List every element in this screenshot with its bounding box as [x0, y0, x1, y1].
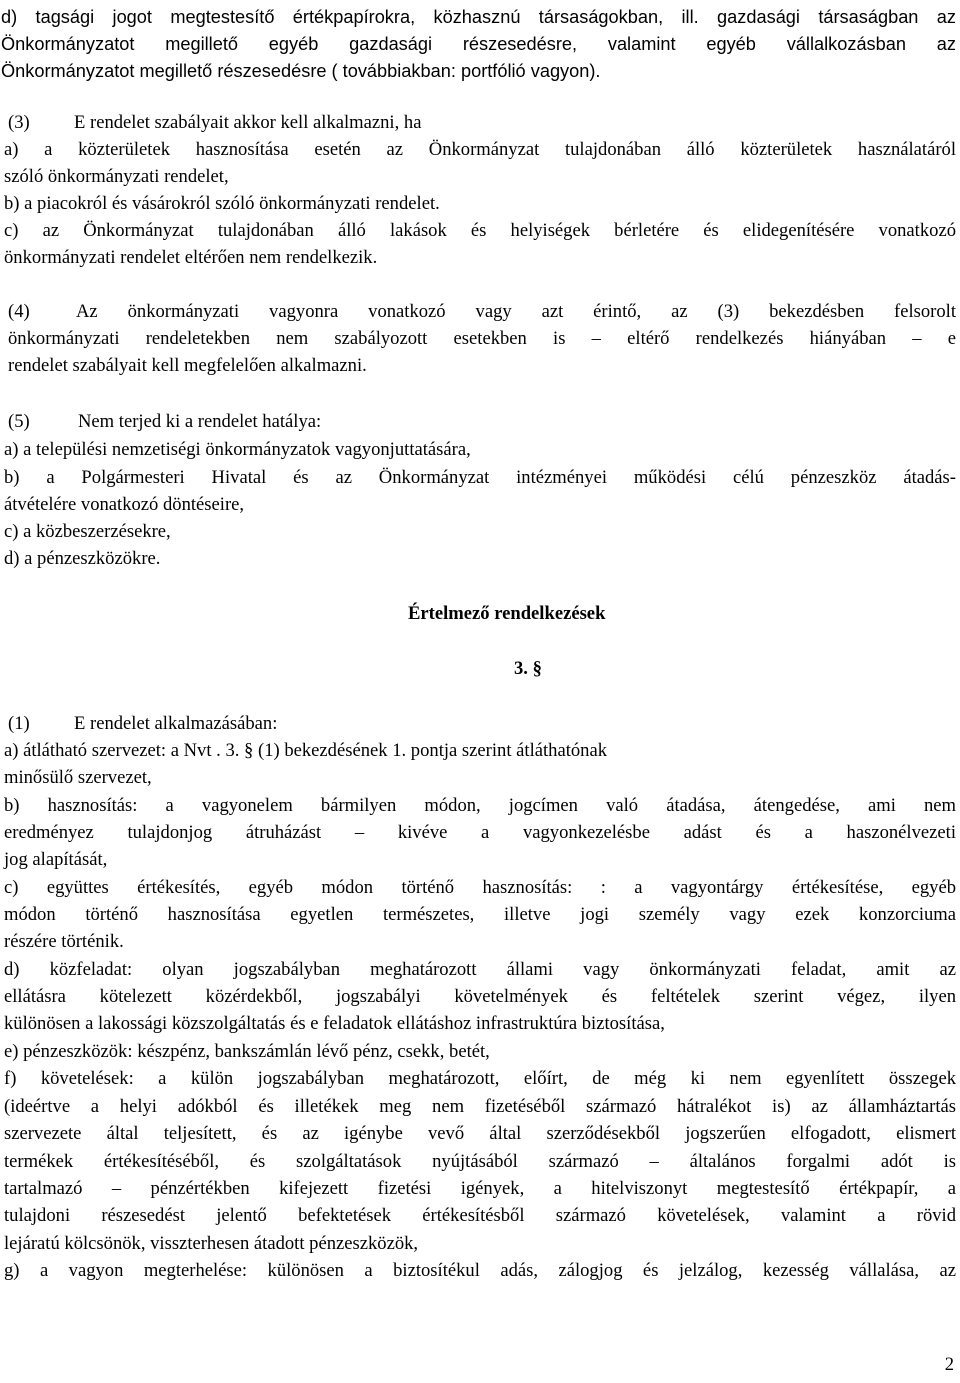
text-line: a) a közterületek hasznosítása esetén az Önkormányzat tulajdonában álló közterületek használatáról: [4, 139, 956, 160]
text-line: minősülő szervezet,: [4, 767, 152, 788]
text-line: c) az Önkormányzat tulajdonában álló lakások és helyiségek bérletére és elidegenítésére vonatkozó: [4, 220, 956, 241]
section-number: 3. §: [514, 658, 542, 679]
text-line: a) a települési nemzetiségi önkormányzatok vagyonjuttatására,: [4, 439, 471, 460]
text-line: (ideértve a helyi adókból és illetékek meg nem fizetéséből származó hátralékot is) az államháztartás: [4, 1096, 956, 1117]
page-number: 2: [944, 1354, 954, 1375]
text-line: b) hasznosítás: a vagyonelem bármilyen módon, jogcímen való átadása, átengedése, ami nem: [4, 795, 956, 816]
text-line: Önkormányzatot megillető egyéb gazdasági részesedésre, valamint egyéb vállalkozásban az: [1, 34, 956, 54]
text-line: g) a vagyon megterhelése: különösen a biztosítékul adás, zálogjog és jelzálog, kezesség vállalása, az: [4, 1260, 956, 1281]
text-line: c) a közbeszerzésekre,: [4, 521, 171, 542]
paragraph-heading: E rendelet szabályait akkor kell alkalmazni, ha: [74, 112, 422, 133]
text-line: különösen a lakossági közszolgáltatás és e feladatok ellátáshoz infrastruktúra biztosítása,: [4, 1013, 665, 1034]
paragraph-number: (3): [8, 112, 30, 133]
paragraph-4-head: [8, 299, 956, 326]
text-line: e) pénzeszközök: készpénz, bankszámlán lévő pénz, csekk, betét,: [4, 1041, 490, 1062]
paragraph-number: (1): [8, 713, 30, 734]
text-line: átvételére vonatkozó döntéseire,: [4, 494, 245, 515]
text-line: önkormányzati rendeletekben nem szabályozott esetekben is – eltérő rendelkezés hiányában – e: [8, 328, 956, 349]
text-line: ellátásra kötelezett közérdekből, jogszabályi követelmények és feltételek szerint végez, ilyen: [4, 986, 956, 1007]
text-line: f) követelések: a külön jogszabályban meghatározott, előírt, de még ki nem egyenlített összegek: [4, 1068, 956, 1089]
paragraph-number: (5): [8, 411, 30, 432]
text-line: lejáratú kölcsönök, visszterhesen átadott pénzeszközök,: [4, 1233, 419, 1254]
paragraph-5-head: [8, 409, 956, 436]
text-line: d) közfeladat: olyan jogszabályban meghatározott állami vagy önkormányzati feladat, amit az: [4, 959, 956, 980]
definitions-head: [8, 711, 956, 738]
text-line: jog alapítását,: [4, 849, 108, 870]
text-line: módon történő hasznosítása egyetlen természetes, illetve jogi személy vagy ezek konzorciuma: [4, 904, 956, 925]
text-line: rendelet szabályait kell megfelelően alkalmazni.: [8, 355, 367, 376]
text-line: tulajdoni részesedést jelentő befektetések értékesítésből származó követelések, valamint a rövid: [4, 1205, 956, 1226]
text-line: a) átlátható szervezet: a Nvt . 3. § (1) bekezdésének 1. pontja szerint átláthatónak: [4, 740, 608, 761]
text-line: részére történik.: [4, 931, 124, 952]
text-line: önkormányzati rendelet eltérően nem rendelkezik.: [4, 247, 378, 268]
section-title: Értelmező rendelkezések: [408, 603, 606, 624]
paragraph-3-head: [8, 110, 956, 137]
text-line: b) a piacokról és vásárokról szóló önkormányzati rendelet.: [4, 193, 440, 214]
paragraph-heading: E rendelet alkalmazásában:: [74, 713, 278, 734]
text-line: b) a Polgármesteri Hivatal és az Önkormányzat intézményei működési célú pénzeszköz átadás-: [4, 467, 956, 488]
paragraph-heading: Nem terjed ki a rendelet hatálya:: [78, 411, 322, 432]
text-line: d) tagsági jogot megtestesítő értékpapírokra, közhasznú társaságokban, ill. gazdasági társaságban az: [1, 7, 956, 27]
paragraph-heading: Az önkormányzati vagyonra vonatkozó vagy azt érintő, az (3) bekezdésben felsorolt: [76, 301, 956, 322]
text-line: tartalmazó – pénzértékben kifejezett fizetési igények, a hitelviszonyt megtestesítő értékpapír, a: [4, 1178, 956, 1199]
text-line: eredményez tulajdonjog átruházást – kivéve a vagyonkezelésbe adást és a haszonélvezeti: [4, 822, 956, 843]
paragraph-number: (4): [8, 301, 30, 322]
text-line: szóló önkormányzati rendelet,: [4, 166, 229, 187]
text-line: termékek értékesítéséből, és szolgáltatások nyújtásából származó – általános forgalmi adót is: [4, 1151, 956, 1172]
text-line: c) együttes értékesítés, egyéb módon történő hasznosítás: : a vagyontárgy értékesítése, egyéb: [4, 877, 956, 898]
text-line: d) a pénzeszközökre.: [4, 548, 161, 569]
text-line: szervezete által teljesített, és az igénybe vevő által szerződésekből jogszerűen elfogadott, elismert: [4, 1123, 956, 1144]
text-line: Önkormányzatot megillető részesedésre ( továbbiakban: portfólió vagyon).: [1, 61, 601, 81]
